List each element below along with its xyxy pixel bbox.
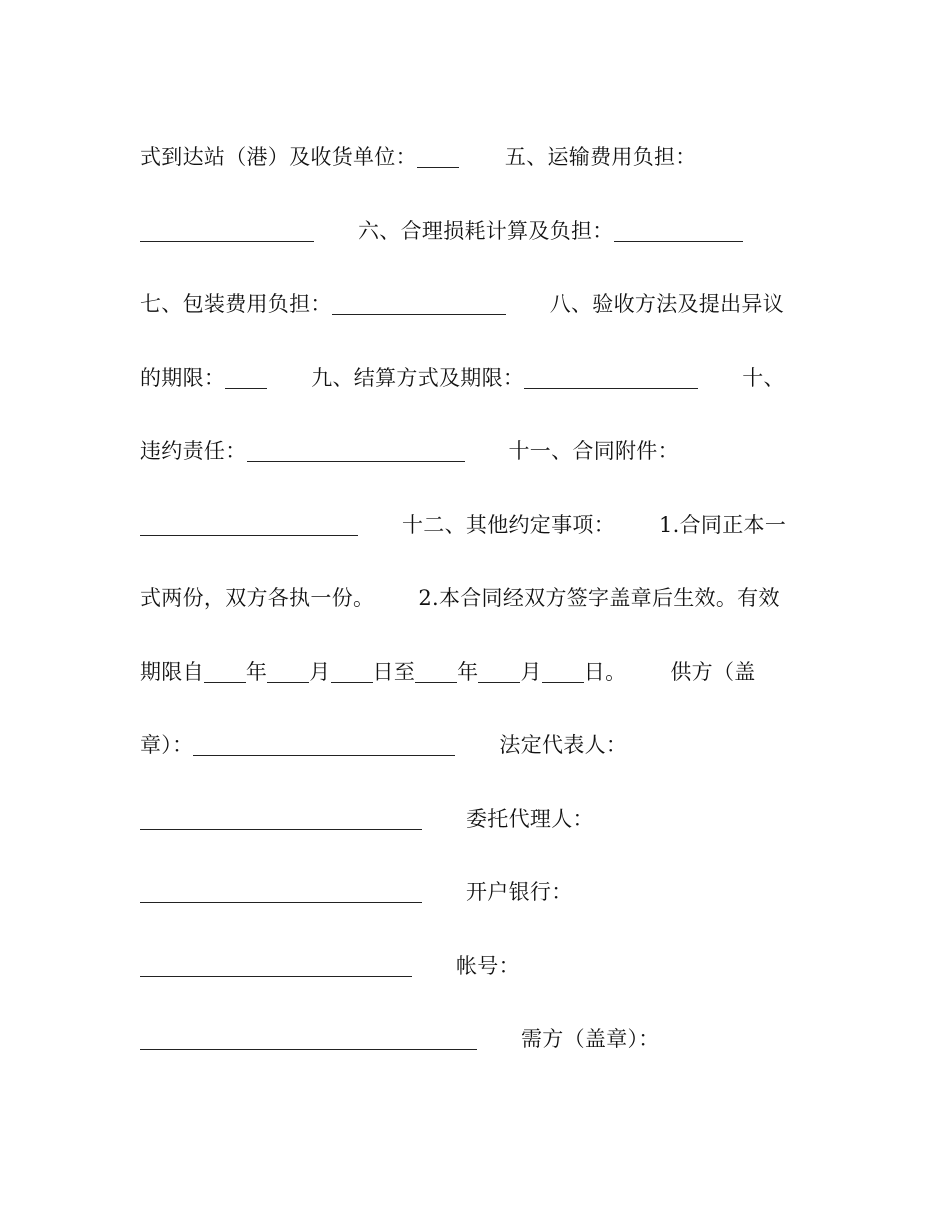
original-copies-text: 1.合同正本一 <box>659 512 787 537</box>
contract-line-5 <box>140 415 800 489</box>
end-month-blank <box>478 681 520 683</box>
loss-calculation-label: 六、合理损耗计算及负担： <box>358 218 614 243</box>
transport-cost-label: 五、运输费用负担： <box>504 145 697 169</box>
start-day-label: 日至 <box>372 659 416 684</box>
packing-cost-label: 七、包装费用负担： <box>140 292 332 316</box>
contract-line-10 <box>140 783 800 857</box>
settlement-method-blank <box>524 387 698 389</box>
contract-line-8 <box>140 636 800 710</box>
account-number-blank <box>140 1048 477 1050</box>
breach-liability-label: 违约责任： <box>140 439 247 463</box>
end-year-label: 年 <box>457 659 479 684</box>
copies-held-text: 式两份，双方各执一份。 <box>140 586 375 610</box>
contract-line-7 <box>140 562 800 636</box>
clause-ten-label: 十、 <box>742 365 785 390</box>
contract-line-9 <box>140 709 800 783</box>
loss-calculation-blank <box>614 240 743 242</box>
objection-period-blank <box>225 387 267 389</box>
legal-representative-label: 法定代表人： <box>499 733 628 757</box>
contract-annex-label: 十一、合同附件： <box>508 439 679 463</box>
validity-period-label: 期限自 <box>140 659 204 684</box>
contract-line-2 <box>140 195 800 269</box>
start-year-blank <box>204 681 246 683</box>
settlement-method-label: 九、结算方式及期限： <box>311 365 525 390</box>
contract-line-6 <box>140 489 800 563</box>
inspection-method-label: 八、验收方法及提出异议 <box>549 292 785 316</box>
bank-blank <box>140 975 412 977</box>
buyer-seal-label: 需方（盖章）： <box>521 1027 660 1051</box>
contract-text-body <box>140 121 800 1077</box>
contract-annex-blank <box>140 534 358 536</box>
start-month-label: 月 <box>309 659 331 684</box>
authorized-agent-blank <box>140 901 422 903</box>
end-month-label: 月 <box>520 659 542 684</box>
supplier-seal-label-cont: 章）： <box>140 733 194 757</box>
arrival-station-blank <box>417 166 459 168</box>
packing-cost-blank <box>332 313 506 315</box>
effective-clause-text: 2.本合同经双方签字盖章后生效。有效 <box>418 586 780 610</box>
bank-label: 开户银行： <box>466 880 573 904</box>
end-day-label: 日。 <box>583 659 627 684</box>
transport-cost-blank <box>140 240 314 242</box>
end-year-blank <box>415 681 457 683</box>
arrival-station-label: 式到达站（港）及收货单位： <box>140 145 417 169</box>
contract-line-13 <box>140 1003 800 1077</box>
objection-period-label: 的期限： <box>140 365 226 390</box>
supplier-seal-label: 供方（盖 <box>670 659 756 684</box>
start-month-blank <box>267 681 309 683</box>
other-matters-label: 十二、其他约定事项： <box>402 512 615 537</box>
contract-line-4 <box>140 342 800 416</box>
authorized-agent-label: 委托代理人： <box>466 806 594 831</box>
contract-line-12 <box>140 930 800 1004</box>
account-number-label: 帐号： <box>456 953 520 978</box>
end-day-blank <box>542 681 584 683</box>
breach-liability-blank <box>247 460 465 462</box>
start-year-label: 年 <box>245 659 268 684</box>
start-day-blank <box>331 681 373 683</box>
supplier-seal-blank <box>193 754 455 756</box>
contract-line-11 <box>140 856 800 930</box>
legal-representative-blank <box>140 828 422 830</box>
contract-line-1 <box>140 121 800 195</box>
contract-line-3 <box>140 268 800 342</box>
